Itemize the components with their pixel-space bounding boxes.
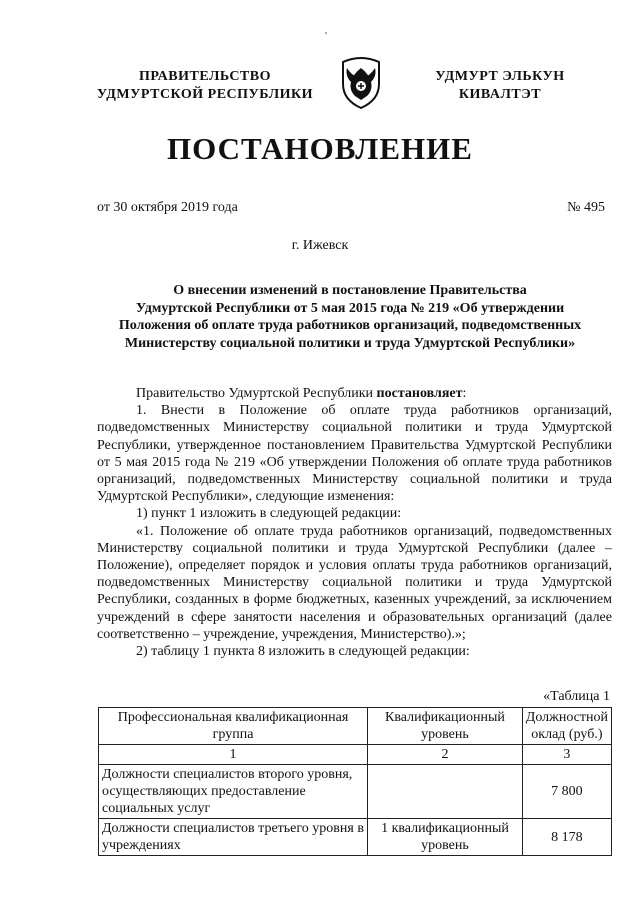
- header-left-line2: УДМУРТСКОЙ РЕСПУБЛИКИ: [96, 87, 314, 102]
- body-paragraph: 2) таблицу 1 пункта 8 изложить в следующей редакции:: [136, 644, 470, 660]
- subject-line: Удмуртской Республики от 5 мая 2015 года № 219 «Об утверждении: [135, 300, 565, 316]
- table-cell-level: [368, 765, 523, 819]
- scan-dot: [325, 32, 327, 34]
- table-column-number: 1: [99, 745, 368, 765]
- intro-text: Правительство Удмуртской Республики: [136, 386, 377, 401]
- header-right-line2: КИВАЛТЭТ: [458, 87, 542, 102]
- body-paragraph-intro: [97, 385, 612, 402]
- header-left-line1: ПРАВИТЕЛЬСТВО: [139, 69, 271, 84]
- government-name-russian: [80, 68, 330, 104]
- subject-line: О внесении изменений в постановление Правительства: [173, 283, 527, 298]
- table-cell-group: Должности специалистов второго уровня, осуществляющих предоставление социальных услуг: [99, 765, 368, 819]
- subject-line: Положения об оплате труда работников организаций, подведомственных: [118, 318, 582, 333]
- table-header-cell: Должностной оклад (руб.): [522, 708, 611, 745]
- table-header-cell: Профессиональная квалификационная группа: [99, 708, 368, 745]
- table-caption: «Таблица 1: [543, 689, 610, 704]
- table-header-row: [99, 708, 612, 745]
- table-column-number-row: [99, 745, 612, 765]
- body-paragraph: 1) пункт 1 изложить в следующей редакции:: [136, 506, 402, 522]
- table-cell-salary: 7 800: [522, 765, 611, 819]
- table-header-cell: Квалификационный уровень: [368, 708, 523, 745]
- coat-of-arms-icon: [339, 56, 383, 110]
- document-number: № 495: [567, 200, 605, 215]
- table-cell-level: 1 квалификационный уровень: [368, 819, 523, 856]
- document-subject: [90, 282, 610, 352]
- table-row: [99, 819, 612, 856]
- document-title: ПОСТАНОВЛЕНИЕ: [167, 131, 473, 166]
- body-paragraph: «1. Положение об оплате труда работников организаций, подведомственных Министерству социальной политики и труда Удмуртской Республики (далее – Положение), определяет порядок и условия оплаты труда работников организаций, подведомственных Министерству социальной политики и труда Удмуртской Республики, созданных в форме бюджетных, казенных учреждений, за исключением учреждений в сфере занятости населения и образовательных организаций (далее соответственно – учреждение, учреждения, Министерство).»;: [97, 523, 612, 642]
- government-name-udmurt: [405, 68, 595, 104]
- header-right-line1: УДМУРТ ЭЛЬКУН: [435, 69, 565, 84]
- document-body: [97, 385, 612, 660]
- intro-bold-text: постановляет: [376, 386, 463, 401]
- document-city: г. Ижевск: [291, 238, 349, 253]
- salary-table: [98, 707, 612, 856]
- table-cell-salary: 8 178: [522, 819, 611, 856]
- table-column-number: 2: [368, 745, 523, 765]
- body-paragraph: 1. Внести в Положение об оплате труда работников организаций, подведомственных Министерству социальной политики и труда Удмуртской Республики, утвержденное постановлением Правительства Удмуртской Республики от 5 мая 2015 года № 219 «Об утверждении Положения об оплате труда работников организаций, подведомственных Министерству социальной политики и труда Удмуртской Республики», следующие изменения:: [97, 403, 612, 505]
- table-column-number: 3: [522, 745, 611, 765]
- document-date: от 30 октября 2019 года: [97, 200, 238, 215]
- table-cell-group: Должности специалистов третьего уровня в учреждениях: [99, 819, 368, 856]
- table-row: [99, 765, 612, 819]
- intro-end: :: [462, 386, 467, 401]
- subject-line: Министерству социальной политики и труда Удмуртской Республики»: [124, 335, 576, 351]
